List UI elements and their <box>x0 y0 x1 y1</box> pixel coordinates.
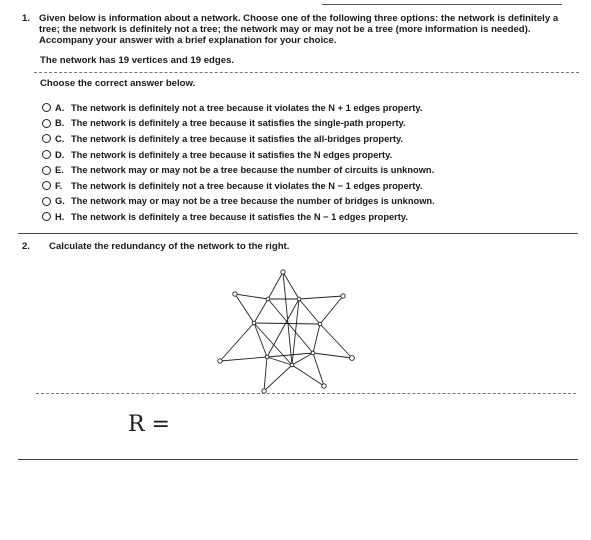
option-letter: C. <box>55 133 65 144</box>
option-f[interactable] <box>42 178 435 194</box>
instruction-text: Choose the correct answer below. <box>40 78 196 89</box>
option-letter: F. <box>55 180 63 191</box>
given-info: The network has 19 vertices and 19 edges. <box>40 55 235 66</box>
option-e[interactable] <box>42 162 435 178</box>
radio-icon[interactable] <box>42 119 51 128</box>
question-1 <box>22 13 577 46</box>
option-text: The network is definitely a tree because it satisfies the N − 1 edges property. <box>71 211 408 222</box>
option-g[interactable] <box>42 194 435 210</box>
option-text: The network is definitely a tree because it satisfies the single-path property. <box>71 118 406 129</box>
option-letter: H. <box>55 211 65 222</box>
question-2-text: Calculate the redundancy of the network to the right. <box>49 241 290 252</box>
radio-icon[interactable] <box>42 197 51 206</box>
option-letter: D. <box>55 149 65 160</box>
radio-icon[interactable] <box>42 134 51 143</box>
radio-icon[interactable] <box>42 150 51 159</box>
radio-icon[interactable] <box>42 103 51 112</box>
option-text: The network is definitely a tree because it satisfies the N edges property. <box>71 149 393 160</box>
section-divider <box>18 233 578 234</box>
question-2 <box>22 241 289 252</box>
top-rule <box>322 4 562 5</box>
option-h[interactable] <box>42 209 435 225</box>
network-graph <box>200 262 370 397</box>
dotted-divider <box>36 393 576 394</box>
question-2-number: 2. <box>22 241 31 252</box>
radio-icon[interactable] <box>42 166 51 175</box>
question-1-text: Given below is information about a network. Choose one of the following three options: the network is definitely a tree; the network is definitely not a tree; the network may or may not be a tree (more information is needed). Accompany your answer with a brief explanation for your choice. <box>39 13 559 46</box>
option-text: The network is definitely a tree because it satisfies the all-bridges property. <box>71 133 404 144</box>
option-letter: A. <box>55 102 65 113</box>
option-text: The network may or may not be a tree because the number of bridges is unknown. <box>71 196 435 207</box>
option-text: The network is definitely not a tree because it violates the N − 1 edges property. <box>71 180 423 191</box>
option-d[interactable] <box>42 147 435 163</box>
option-c[interactable] <box>42 131 435 147</box>
option-text: The network is definitely not a tree because it violates the N + 1 edges property. <box>71 102 423 113</box>
answer-options <box>42 100 435 225</box>
radio-icon[interactable] <box>42 212 51 221</box>
option-letter: B. <box>55 118 65 129</box>
option-letter: E. <box>55 165 64 176</box>
radio-icon[interactable] <box>42 181 51 190</box>
question-1-number: 1. <box>22 13 31 24</box>
option-text: The network may or may not be a tree because the number of circuits is unknown. <box>71 165 435 176</box>
dotted-divider <box>34 72 579 73</box>
option-b[interactable] <box>42 116 435 132</box>
answer-label: R = <box>128 412 170 437</box>
option-letter: G. <box>55 196 65 207</box>
option-a[interactable] <box>42 100 435 116</box>
section-divider <box>18 459 578 460</box>
